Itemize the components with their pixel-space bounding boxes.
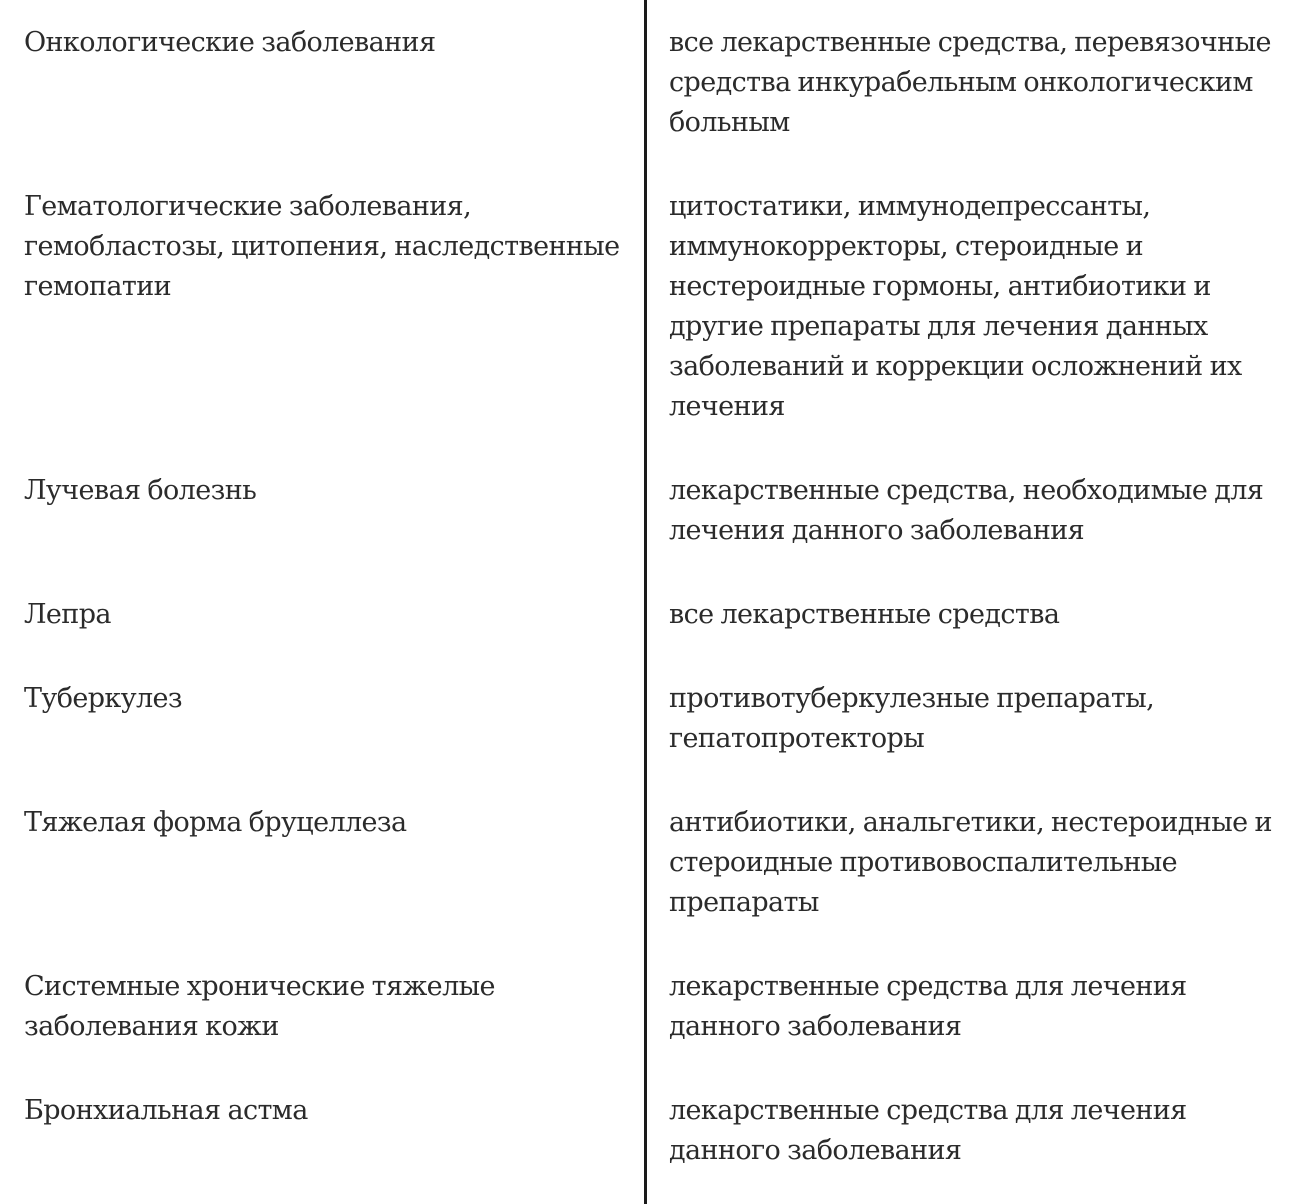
disease-cell xyxy=(24,595,636,635)
medication-text: все лекарственные средства xyxy=(669,599,1060,630)
medication-text: нестероидные гормоны, антибиотики и xyxy=(669,271,1211,302)
disease-text: Бронхиальная астма xyxy=(24,1095,308,1126)
disease-text: Онкологические заболевания xyxy=(24,27,436,58)
medication-text: антибиотики, анальгетики, нестероидные и xyxy=(669,807,1272,838)
medication-text: лечения xyxy=(669,391,785,422)
medication-cell xyxy=(669,471,1299,551)
medication-text: лекарственные средства для лечения xyxy=(669,1095,1187,1126)
medication-text: стероидные противовоспалительные xyxy=(669,847,1178,878)
disease-text: Туберкулез xyxy=(24,683,183,714)
medication-cell xyxy=(669,679,1299,759)
medication-text: заболеваний и коррекции осложнений их xyxy=(669,351,1242,382)
disease-cell xyxy=(24,1091,636,1131)
disease-text: гемопатии xyxy=(24,271,172,302)
disease-text: Гематологические заболевания, xyxy=(24,191,472,222)
disease-text: Тяжелая форма бруцеллеза xyxy=(24,807,407,838)
medication-text: больным xyxy=(669,107,790,138)
disease-text: Системные хронические тяжелые xyxy=(24,971,495,1002)
disease-cell xyxy=(24,803,636,843)
medication-text: все лекарственные средства, перевязочные xyxy=(669,27,1271,58)
medication-cell xyxy=(669,187,1299,427)
disease-cell xyxy=(24,471,636,511)
medication-text: лекарственные средства для лечения xyxy=(669,971,1187,1002)
medication-text: гепатопротекторы xyxy=(669,723,925,754)
medication-cell xyxy=(669,23,1299,143)
medication-text: данного заболевания xyxy=(669,1011,962,1042)
medication-text: другие препараты для лечения данных xyxy=(669,311,1208,342)
medication-text: данного заболевания xyxy=(669,1135,962,1166)
medication-text: противотуберкулезные препараты, xyxy=(669,683,1155,714)
medication-cell xyxy=(669,967,1299,1047)
disease-text: Лепра xyxy=(24,599,111,630)
disease-cell xyxy=(24,967,636,1047)
medication-text: цитостатики, иммунодепрессанты, xyxy=(669,191,1151,222)
disease-cell xyxy=(24,187,636,307)
medication-text: средства инкурабельным онкологическим xyxy=(669,67,1253,98)
disease-text: заболевания кожи xyxy=(24,1011,279,1042)
column-divider xyxy=(644,0,647,1204)
medication-text: лечения данного заболевания xyxy=(669,515,1085,546)
medication-text: лекарственные средства, необходимые для xyxy=(669,475,1264,506)
medication-cell xyxy=(669,595,1299,635)
medication-text: иммунокорректоры, стероидные и xyxy=(669,231,1144,262)
disease-text: Лучевая болезнь xyxy=(24,475,257,506)
medication-cell xyxy=(669,803,1299,923)
disease-text: гемобластозы, цитопения, наследственные xyxy=(24,231,620,262)
disease-cell xyxy=(24,23,636,63)
disease-cell xyxy=(24,679,636,719)
medication-cell xyxy=(669,1091,1299,1171)
medication-text: препараты xyxy=(669,887,819,918)
